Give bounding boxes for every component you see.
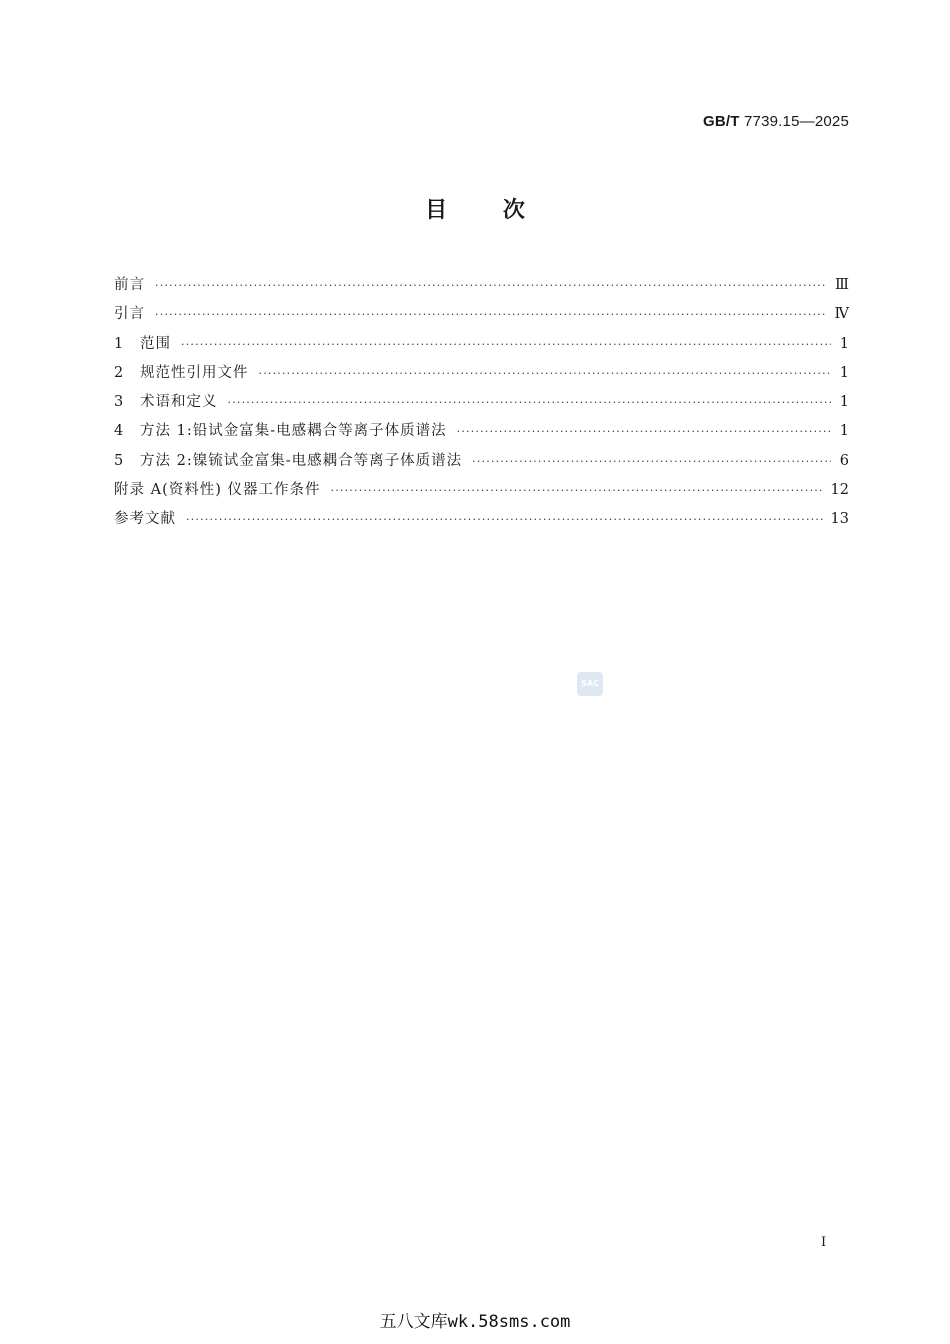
toc-entry-label: 附录 A(资料性) 仪器工作条件	[114, 482, 321, 499]
dot-leader	[457, 417, 831, 446]
dot-leader	[155, 271, 827, 300]
toc-entry-page: 1	[839, 335, 849, 352]
toc-entry-page: 1	[839, 423, 849, 440]
standard-number	[703, 113, 849, 130]
dot-leader	[228, 388, 832, 417]
sac-logo-watermark: SAC	[577, 672, 603, 696]
toc-entry-label: 前言	[114, 277, 145, 293]
page-title: 目 次	[425, 198, 525, 223]
dot-leader	[331, 476, 823, 505]
table-of-contents	[114, 271, 849, 535]
dot-leader	[155, 300, 827, 329]
toc-entry-terms-definitions[interactable]	[114, 388, 849, 417]
footer-watermark-site: 五八文库wk.58sms.com	[379, 1312, 571, 1332]
toc-entry-number: 3	[114, 394, 124, 411]
toc-entry-method-1[interactable]	[114, 417, 849, 446]
dot-leader	[186, 505, 823, 534]
toc-entry-normative-references[interactable]	[114, 359, 849, 388]
page-number: I	[821, 1235, 827, 1250]
toc-entry-scope[interactable]	[114, 330, 849, 359]
toc-entry-label: 术语和定义	[140, 394, 218, 411]
toc-entry-label: 方法 1:铅试金富集-电感耦合等离子体质谱法	[140, 423, 447, 440]
toc-entry-page: Ⅳ	[834, 306, 849, 323]
toc-entry-bibliography[interactable]	[114, 505, 849, 534]
dot-leader	[181, 330, 831, 359]
toc-entry-page: 6	[839, 452, 849, 469]
toc-entry-page: 12	[830, 482, 849, 499]
standard-prefix: GB/T	[702, 113, 740, 130]
toc-entry-label: 规范性引用文件	[140, 364, 249, 381]
dot-leader	[472, 447, 831, 476]
toc-entry-label: 方法 2:镍锍试金富集-电感耦合等离子体质谱法	[140, 452, 463, 469]
toc-entry-method-2[interactable]	[114, 447, 849, 476]
toc-entry-page: 13	[830, 511, 849, 528]
toc-entry-foreword[interactable]	[114, 271, 849, 300]
dot-leader	[259, 359, 832, 388]
toc-entry-page: 1	[839, 394, 849, 411]
toc-entry-number: 4	[114, 423, 124, 440]
toc-entry-number: 2	[114, 364, 124, 381]
toc-entry-label: 范围	[140, 335, 171, 352]
toc-entry-page: Ⅲ	[835, 277, 849, 293]
toc-entry-label: 引言	[114, 306, 145, 323]
toc-entry-page: 1	[839, 364, 849, 381]
standard-code: 7739.15—2025	[744, 113, 849, 130]
toc-entry-annex-a[interactable]	[114, 476, 849, 505]
toc-entry-number: 1	[114, 335, 124, 352]
toc-entry-label: 参考文献	[114, 511, 176, 528]
toc-entry-number: 5	[114, 452, 124, 469]
toc-entry-introduction[interactable]	[114, 300, 849, 329]
